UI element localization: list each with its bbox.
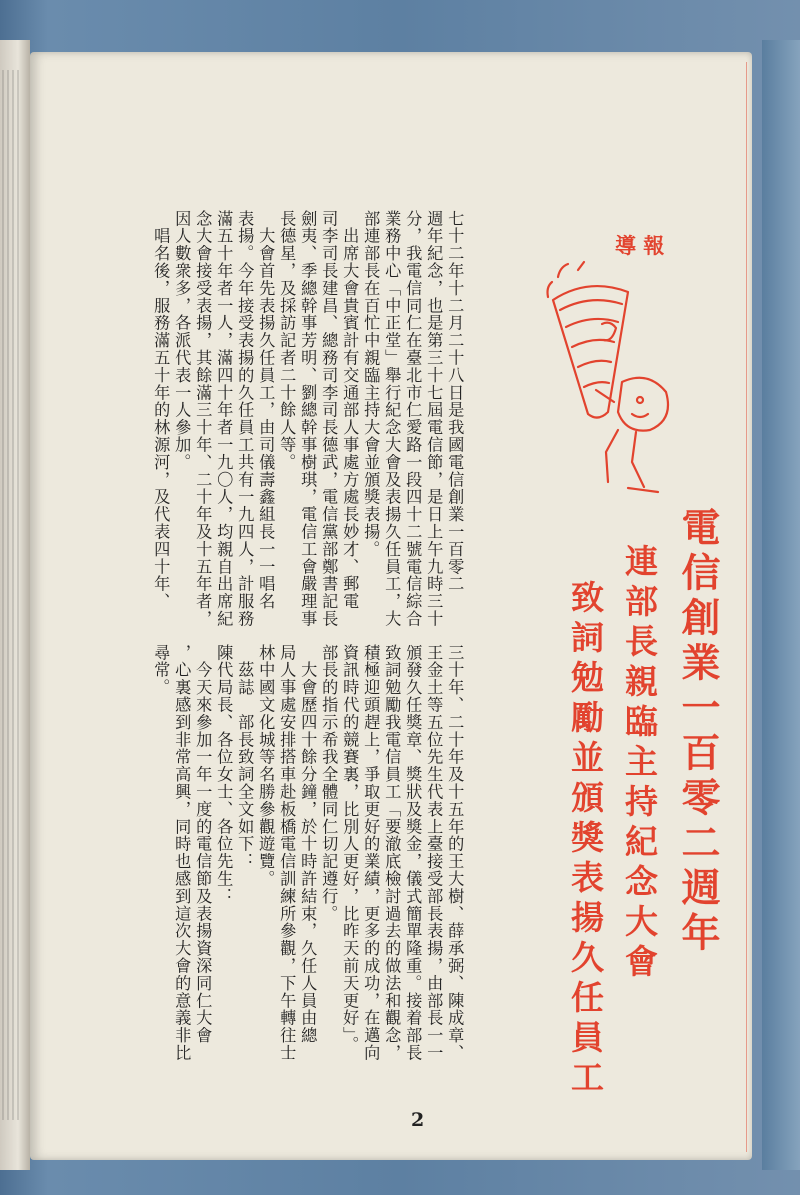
text-column: 陳代局長、各位女士、各位先生： (214, 644, 234, 905)
text-column: 唱名後，服務滿五十年的林源河，及代表四十年、 (151, 210, 171, 611)
subheadline-1: 連部長親臨主持紀念大會 (620, 544, 659, 984)
text-column: 業務中心「中正堂」舉行紀念大會及表揚久任員工，大 (382, 210, 402, 628)
left-page-text-fragment (2, 70, 22, 1120)
text-column: 分，我電信同仁在臺北市仁愛路一段四十二號電信綜合 (403, 210, 423, 628)
subheadline-2: 致詞勉勵並頒獎表揚久任員工 (566, 580, 605, 1100)
text-column: 七十二年十二月二十八日是我國電信創業一百零二 (445, 210, 465, 593)
text-column: 部連部長在百忙中親臨主持大會並頒獎表揚。 (361, 210, 381, 558)
text-column: 三十年、二十年及十五年的王大樹、薛承弼、陳成章、 (445, 644, 465, 1062)
text-column: 茲誌 部長致詞全文如下： (235, 644, 255, 871)
text-column: 林中國文化城等名勝參觀遊覽。 (256, 644, 276, 888)
text-column: 因人數衆多，各派代表一人參加。 (172, 210, 192, 471)
text-column: 週年紀念，也是第三十七屆電信節，是日上午九時三十 (424, 210, 444, 628)
text-column: 今天來參加一年一度的電信節及表揚資深同仁大會 (193, 644, 213, 1045)
text-column: 局人事處安排搭車赴板橋電信訓練所參觀，下午轉往士 (277, 644, 297, 1062)
text-column: 滿五十年者一人，滿四十年者一九〇人，均親自出席紀 (214, 210, 234, 628)
text-column: 資訊時代的競賽裏，比別人更好，比昨天前天更好」。 (340, 644, 360, 1054)
text-column: 念大會接受表揚，其餘滿三十年、二十年及十五年者， (193, 210, 213, 628)
text-column: 致詞勉勵我電信員工「要澈底檢討過去的做法和觀念， (382, 644, 402, 1062)
book-cover-edge (762, 40, 800, 1170)
page-number: 2 (411, 1109, 425, 1131)
text-column: 王金土等五位先生代表上臺接受部長表揚，由部長一一 (424, 644, 444, 1062)
document-page (30, 52, 752, 1160)
text-column: 出席大會貴賓計有交通部人事處方處長妙才、郵電 (340, 210, 360, 611)
text-column: 頒發久任獎章、獎狀及獎金，儀式簡單隆重。接着部長 (403, 644, 423, 1062)
text-column: ，心裏感到非常高興，同時也感到這次大會的意義非比 (172, 644, 192, 1062)
text-column: 大會歷四十餘分鐘，於十時許結束，久任人員由總 (298, 644, 318, 1045)
margin-rule (746, 62, 747, 1152)
text-column: 大會首先表揚久任員工，由司儀壽鑫組長一一唱名 (256, 210, 276, 611)
text-column: 長德星，及採訪記者二十餘人等。 (277, 210, 297, 471)
text-column: 部長的指示希我全體同仁切記遵行。 (319, 644, 339, 923)
headline: 電信創業一百零二週年 (675, 507, 721, 957)
text-column: 表揚。今年接受表揚的久任員工共有一九四人，計服務 (235, 210, 255, 628)
text-column: 司李司長建昌、總務司李司長德武，電信黨部鄭書記長 (319, 210, 339, 628)
column-label: 導 報 (615, 233, 665, 258)
text-column: 尋常。 (151, 644, 171, 697)
text-column: 積極迎頭趕上，爭取更好的業績，更多的成功，在邁向 (361, 644, 381, 1062)
text-column: 劍夷、季總幹事芳明、劉總幹事樹琪，電信工會嚴理事 (298, 210, 318, 628)
left-page-edge (0, 40, 30, 1170)
telephone-cartoon-icon (518, 252, 688, 502)
